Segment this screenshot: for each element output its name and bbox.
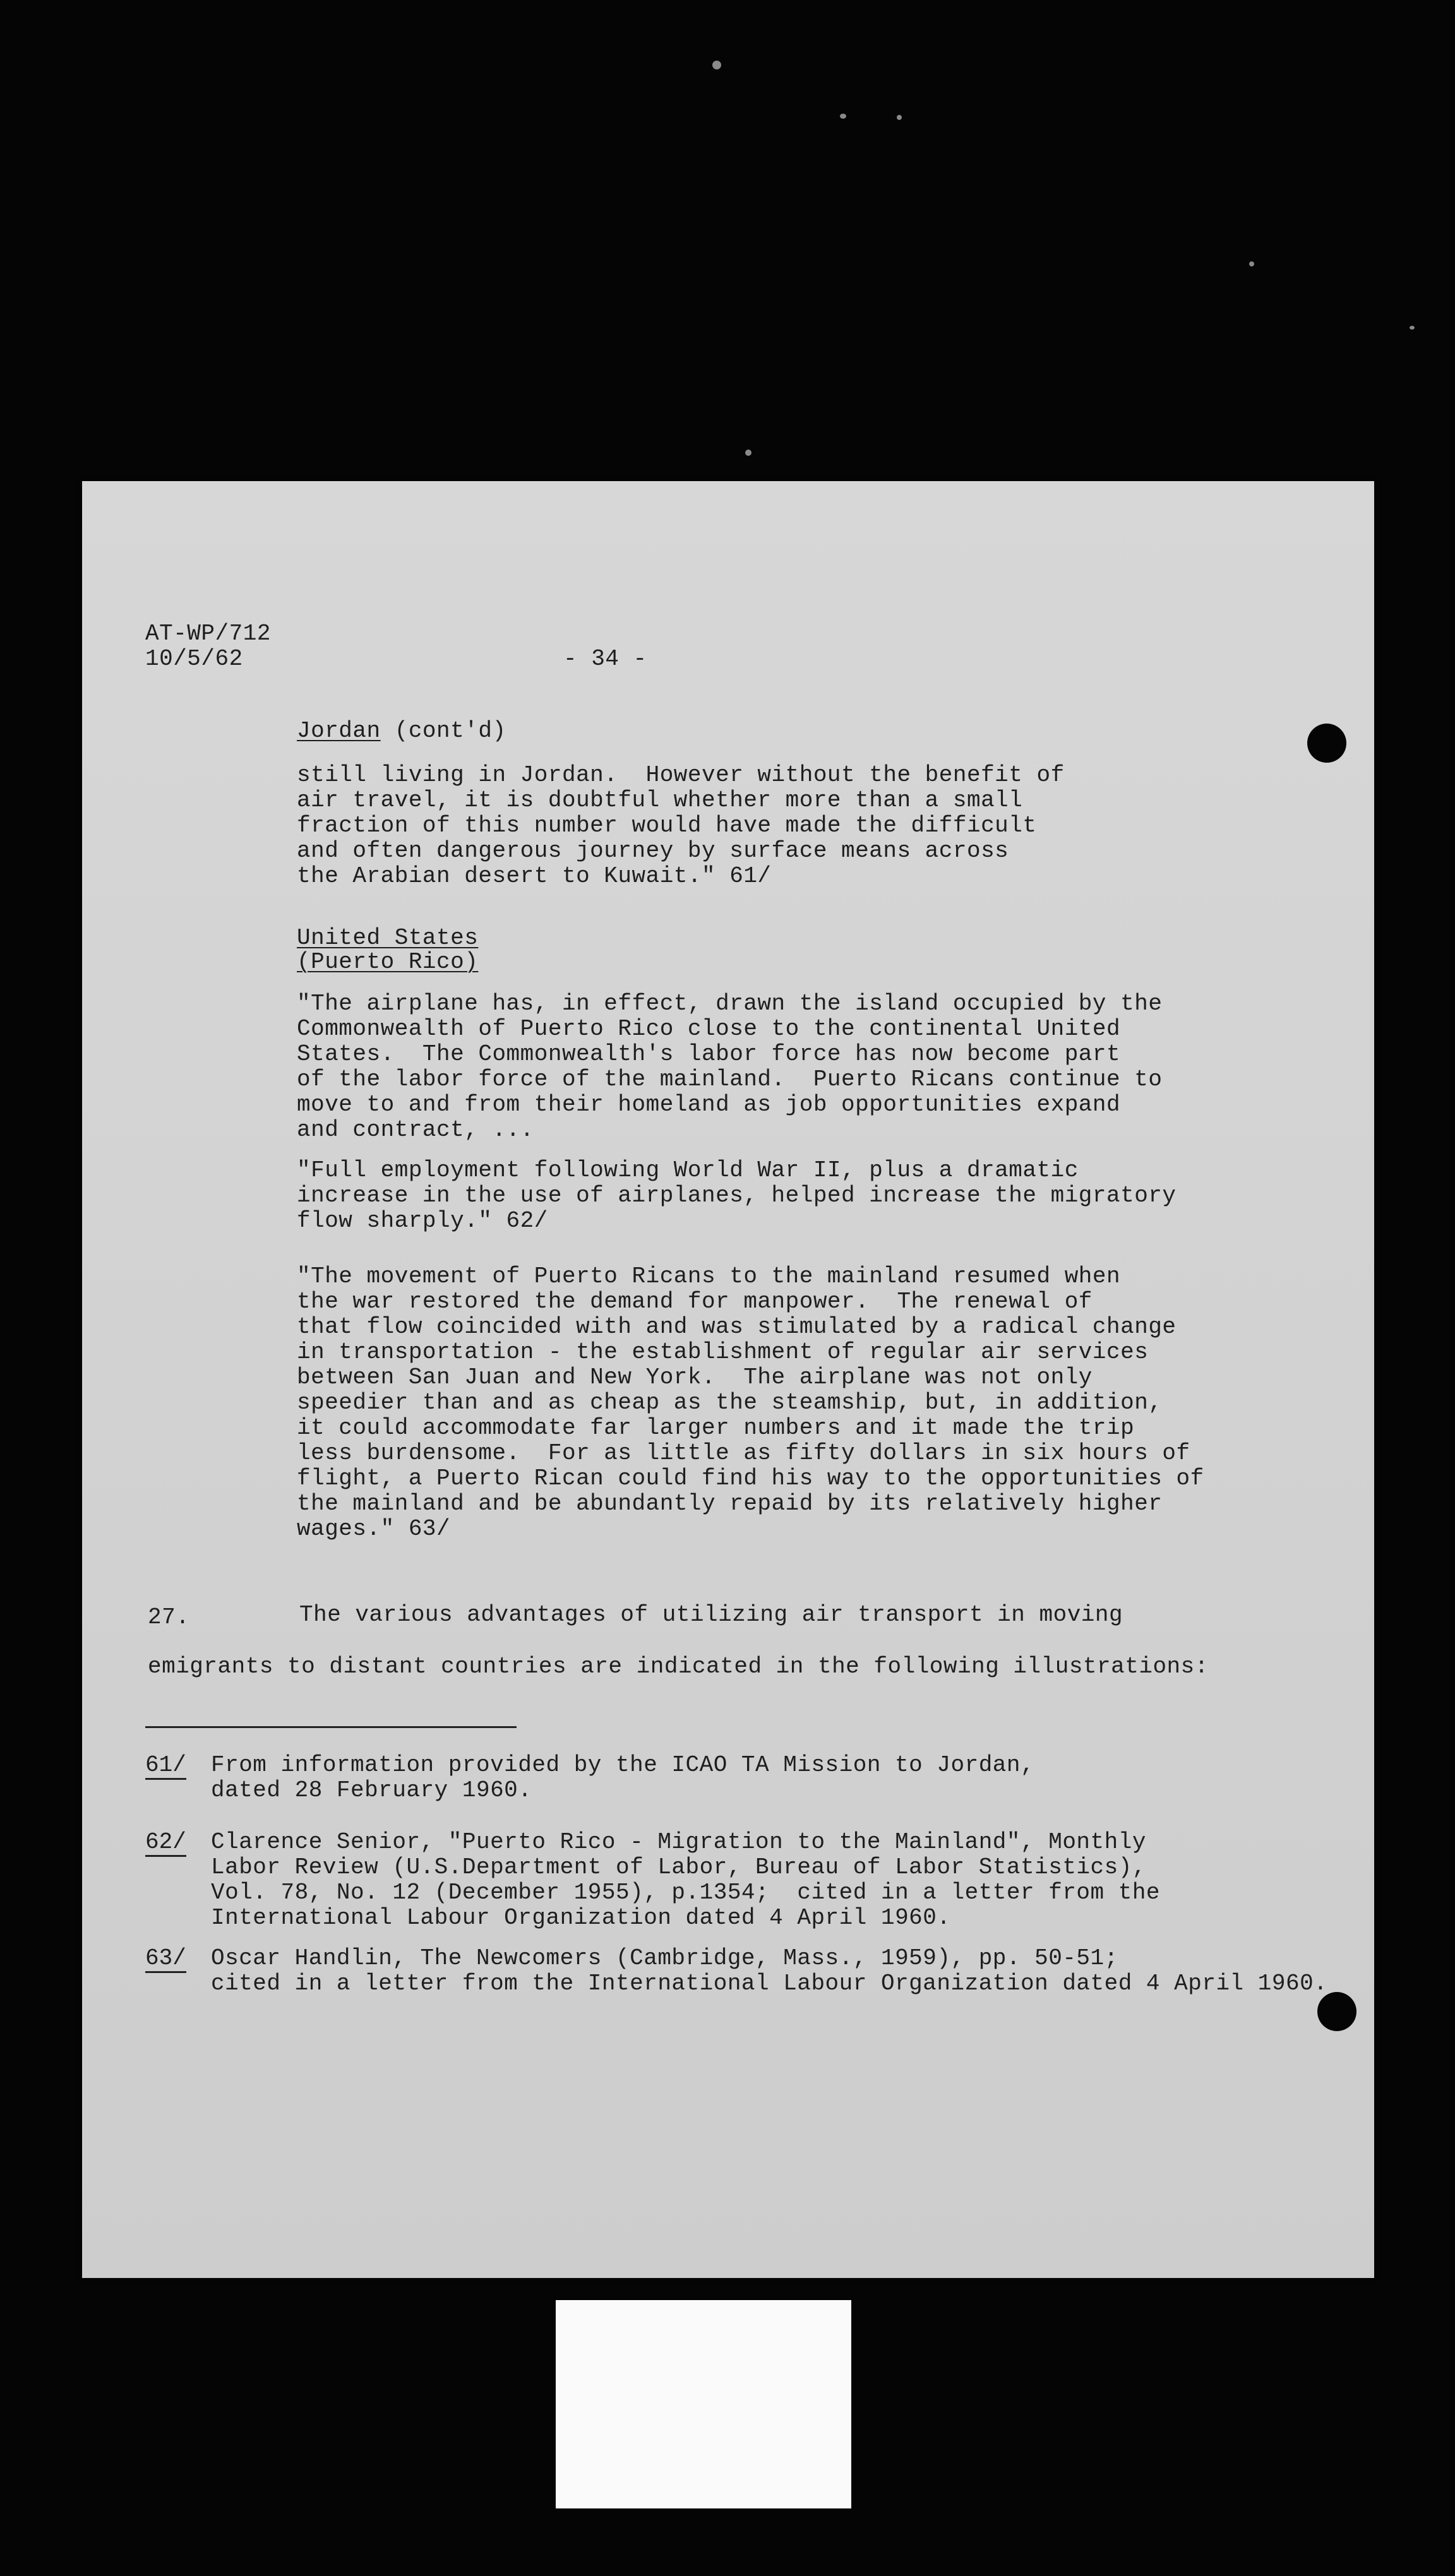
- text-line: and often dangerous journey by surface means across: [297, 838, 1009, 864]
- footnote-ref-62: 62/: [145, 1830, 186, 1855]
- text-line: wages." 63/: [297, 1516, 451, 1542]
- text-line: Vol. 78, No. 12 (December 1955), p.1354; cited in a letter from the: [211, 1880, 1161, 1905]
- binder-hole-top: [1307, 724, 1346, 763]
- text-line: "The movement of Puerto Ricans to the mainland resumed when: [297, 1263, 1121, 1289]
- quote-2: [297, 1158, 1177, 1234]
- text-line: move to and from their homeland as job opportunities expand: [297, 1092, 1121, 1118]
- text-line: between San Juan and New York. The airplane was not only: [297, 1364, 1093, 1390]
- text-line: that flow coincided with and was stimulated by a radical change: [297, 1314, 1177, 1340]
- text-line: it could accommodate far larger numbers and it made the trip: [297, 1415, 1135, 1441]
- paragraph-27-line-2: emigrants to distant countries are indicated in the following illustrations:: [148, 1654, 1209, 1679]
- text-line: dated 28 February 1960.: [211, 1777, 532, 1803]
- text-line: of the labor force of the mainland. Puerto Ricans continue to: [297, 1066, 1163, 1092]
- text-line: the war restored the demand for manpower. The renewal of: [297, 1289, 1093, 1315]
- dust-speck: [840, 114, 846, 119]
- text-line: cited in a letter from the International Labour Organization dated 4 April 1960.: [211, 1971, 1328, 1996]
- quote-1: [297, 991, 1162, 1143]
- text-line: speedier than and as cheap as the steamship, but, in addition,: [297, 1390, 1163, 1416]
- text-line: flow sharply." 62/: [297, 1208, 548, 1234]
- text-line: the mainland and be abundantly repaid by its relatively higher: [297, 1491, 1163, 1517]
- document-date: 10/5/62: [145, 646, 243, 672]
- footnote-62: [211, 1830, 1160, 1931]
- blank-card: [556, 2300, 851, 2508]
- text-line: "The airplane has, in effect, drawn the island occupied by the: [297, 991, 1163, 1017]
- jordan-heading-suffix: (cont'd): [380, 718, 506, 744]
- text-line: Clarence Senior, "Puerto Rico - Migration to the Mainland", Monthly: [211, 1829, 1146, 1855]
- text-line: still living in Jordan. However without the benefit of: [297, 762, 1065, 788]
- quote-3: [297, 1264, 1204, 1542]
- paragraph-number: 27.: [148, 1604, 190, 1630]
- text-line: air travel, it is doubtful whether more than a small: [297, 787, 1023, 813]
- dust-speck: [1410, 326, 1415, 330]
- dust-speck: [1249, 261, 1254, 266]
- text-line: Oscar Handlin, The Newcomers (Cambridge, Mass., 1959), pp. 50-51;: [211, 1945, 1118, 1971]
- text-line: fraction of this number would have made the difficult: [297, 813, 1037, 838]
- text-line: International Labour Organization dated 4 April 1960.: [211, 1905, 951, 1931]
- text-line: the Arabian desert to Kuwait." 61/: [297, 863, 772, 889]
- jordan-text: [297, 763, 1065, 889]
- dust-speck: [745, 450, 751, 456]
- footnote-separator: [145, 1726, 517, 1728]
- text-line: flight, a Puerto Rican could find his way to the opportunities of: [297, 1465, 1204, 1491]
- dust-speck: [897, 115, 902, 120]
- text-line: From information provided by the ICAO TA Mission to Jordan,: [211, 1752, 1035, 1778]
- document-id: AT-WP/712: [145, 621, 271, 647]
- binder-hole-bottom: [1317, 1992, 1356, 2031]
- text-line: "Full employment following World War II, plus a dramatic: [297, 1157, 1079, 1183]
- us-heading: United States: [297, 925, 479, 951]
- footnote-ref-61: 61/: [145, 1753, 186, 1778]
- text-line: and contract, ...: [297, 1117, 534, 1143]
- paragraph-27-line-1: The various advantages of utilizing air transport in moving: [299, 1602, 1123, 1628]
- footnote-61: [211, 1753, 1034, 1803]
- page-number: - 34 -: [563, 646, 647, 672]
- text-line: increase in the use of airplanes, helped increase the migratory: [297, 1183, 1177, 1208]
- footnote-ref-63: 63/: [145, 1946, 186, 1971]
- text-line: in transportation - the establishment of regular air services: [297, 1339, 1149, 1365]
- footnote-63: [211, 1946, 1327, 1996]
- document-page: [82, 481, 1374, 2278]
- us-subheading: (Puerto Rico): [297, 949, 479, 975]
- jordan-heading: [297, 719, 506, 744]
- dust-speck: [712, 61, 721, 69]
- text-line: States. The Commonwealth's labor force has now become part: [297, 1041, 1121, 1067]
- jordan-heading-title: Jordan: [297, 718, 381, 744]
- text-line: Commonwealth of Puerto Rico close to the continental United: [297, 1016, 1121, 1042]
- text-line: less burdensome. For as little as fifty dollars in six hours of: [297, 1440, 1190, 1466]
- text-line: Labor Review (U.S.Department of Labor, Bureau of Labor Statistics),: [211, 1854, 1146, 1880]
